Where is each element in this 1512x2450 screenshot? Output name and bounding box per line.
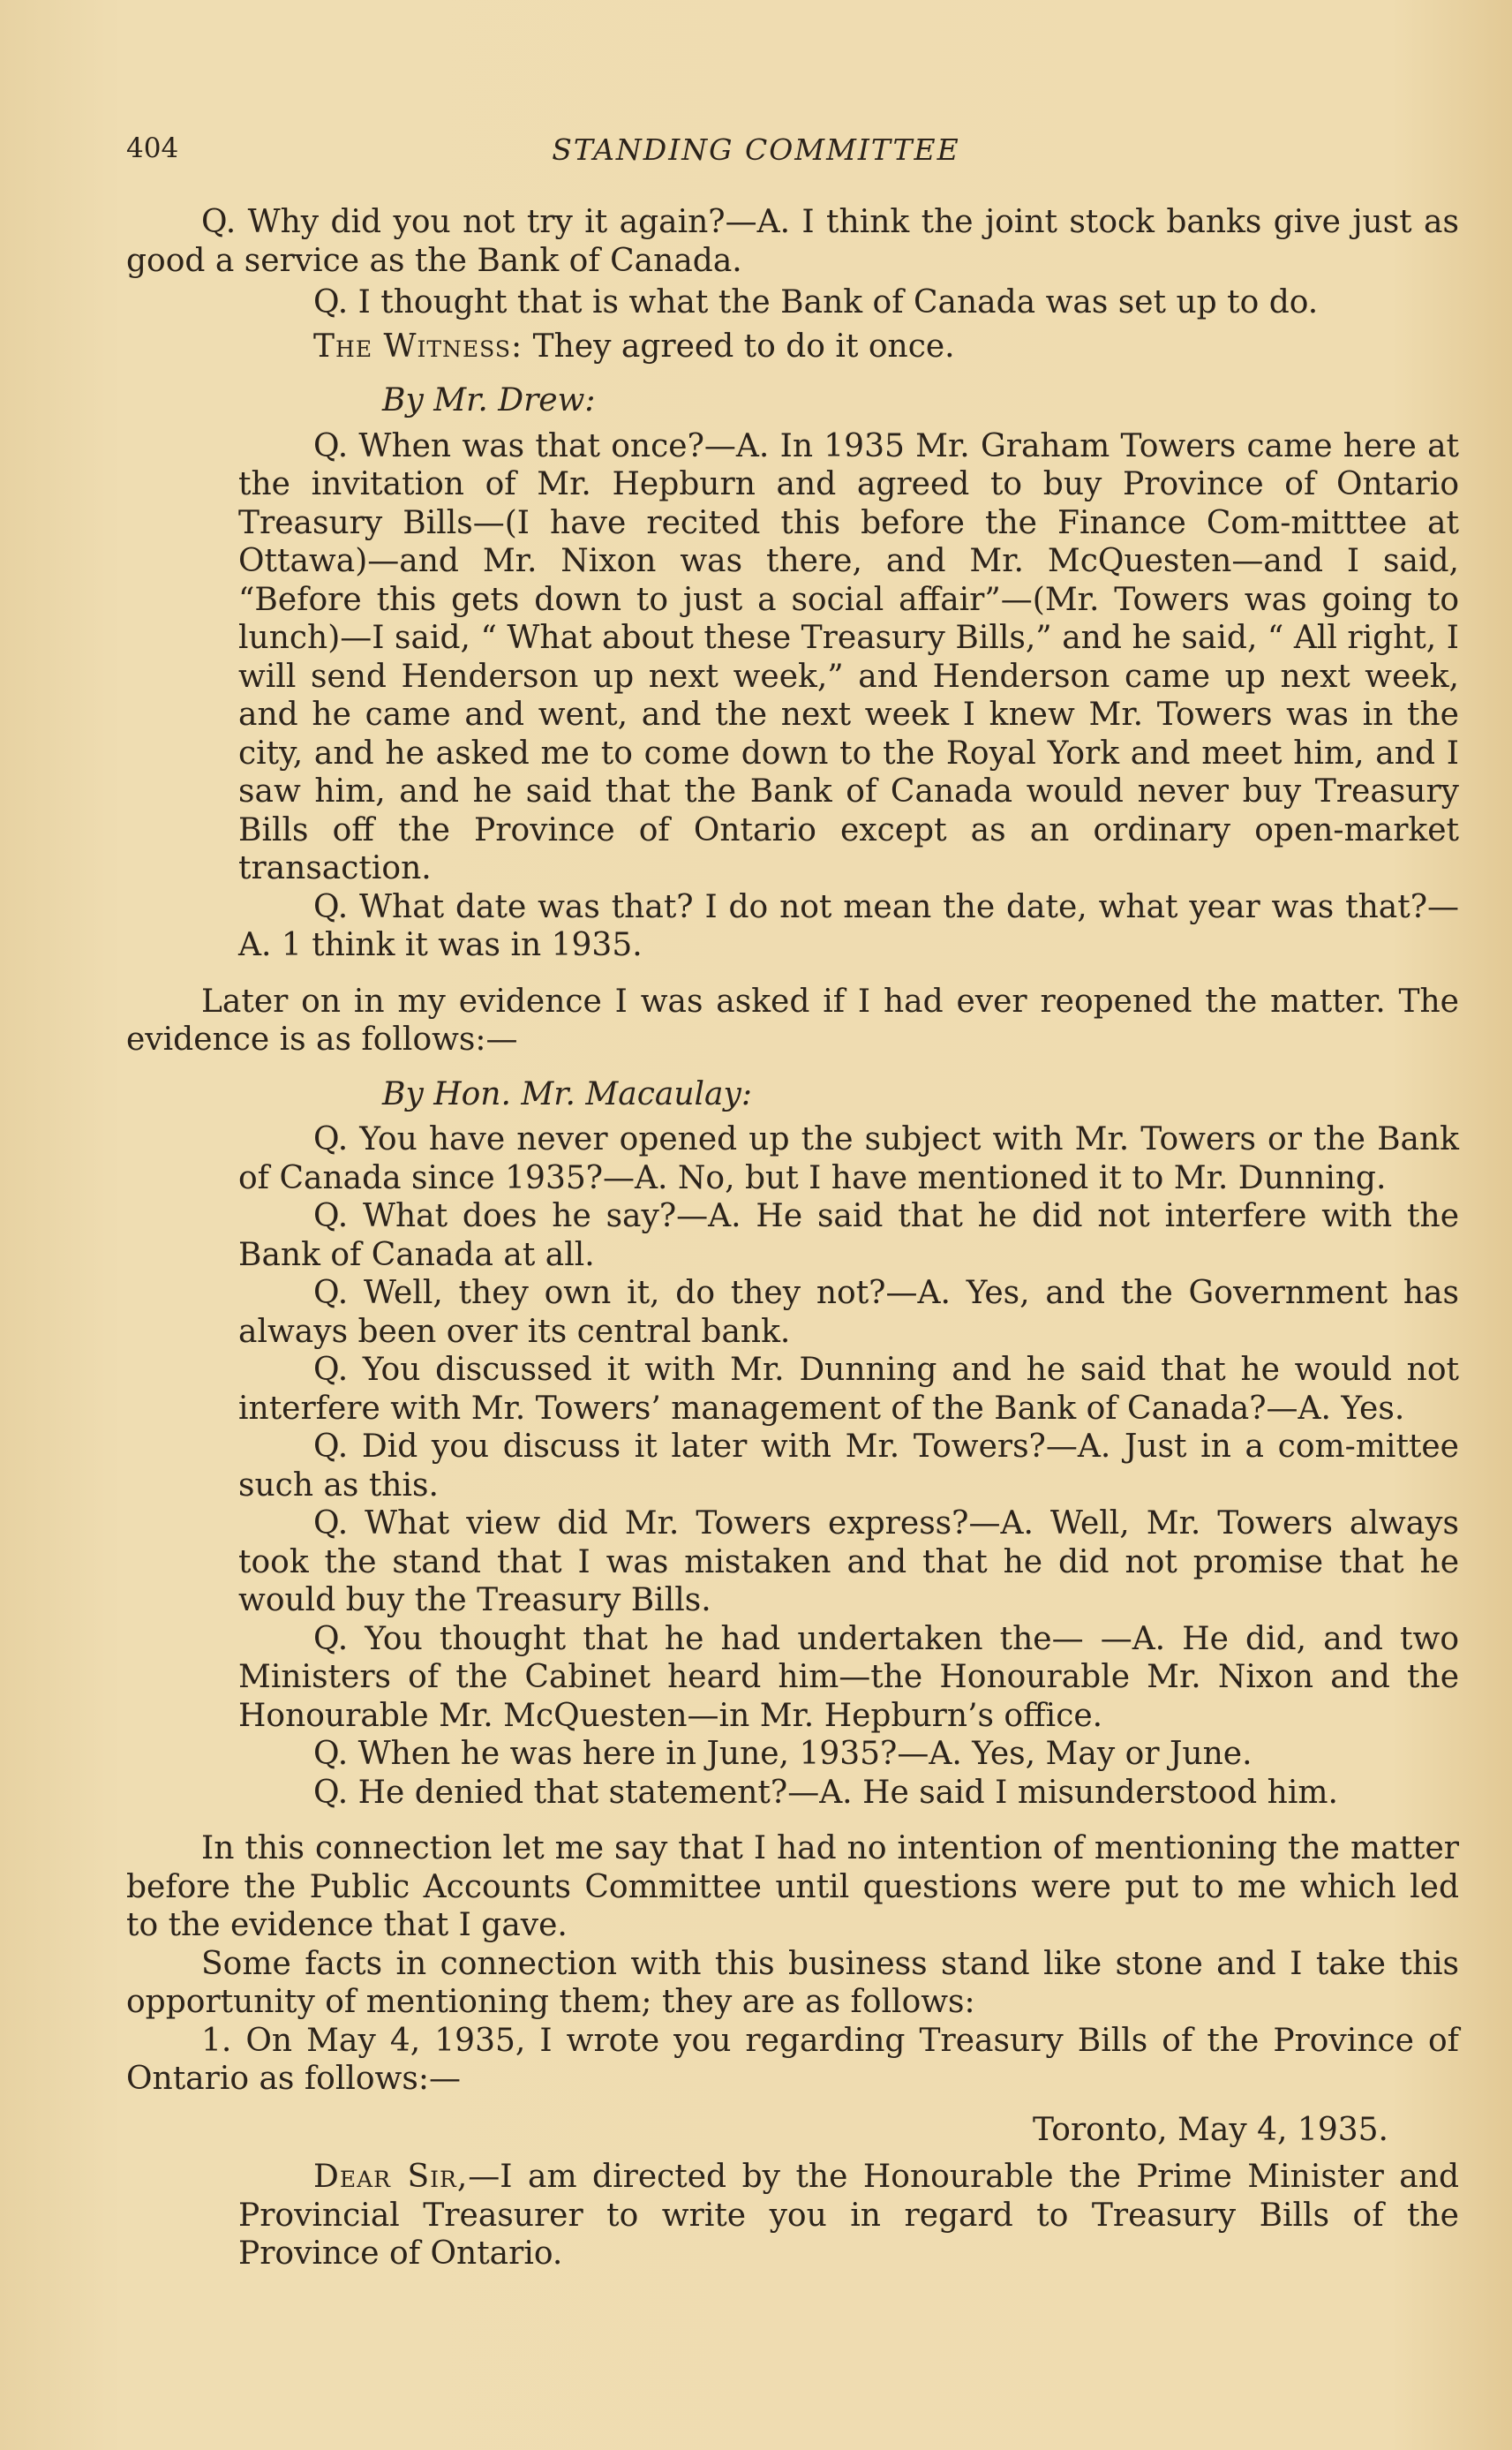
examiner-heading: By Hon. Mr. Macaulay: <box>382 1075 752 1112</box>
witness-label: The Witness: <box>313 328 523 365</box>
narrative-paragraph: Later on in my evidence I was asked if I had ever reopened the matter. The evidence is as follows:— <box>126 983 1459 1058</box>
question-paragraph: Q. He denied that statement?—A. He said I misunderstood him. <box>313 1774 1338 1811</box>
question-paragraph: Q. Why did you not try it again?—A. I think the joint stock banks give just as good a service as the Bank of Canada. <box>126 204 1459 279</box>
letter-date: Toronto, May 4, 1935. <box>1033 2111 1388 2148</box>
question-paragraph: Q. What does he say?—A. He said that he did not interfere with the Bank of Canada at all. <box>238 1198 1459 1273</box>
question-paragraph: Q. When was that once?—A. In 1935 Mr. Graham Towers came here at the invitation of Mr. Hepburn and agreed to buy Province of Ontario Treasury Bills—(I have recited this before the Finance Com-mitttee at Ottawa)—and Mr. Nixon was there, and Mr. McQuesten—and I said, “Before this gets down to just a social affair”—(Mr. Towers was going to lunch)—I said, “ What about these Treasury Bills,” and he said, “ All right, I will send Henderson up next week,” and Henderson came up next week, and he came and went, and the next week I knew Mr. Towers was in the city, and he asked me to come down to the Royal York and meet him, and I saw him, and he said that the Bank of Canada would never buy Treasury Bills off the Province of Ontario except as an ordinary open-market transaction. <box>238 427 1459 886</box>
salutation-label: Dear Sir, <box>313 2159 469 2195</box>
narrative-paragraph: Some facts in connection with this business stand like stone and I take this opportunity of mentioning them; they are as follows: <box>126 1945 1459 2020</box>
question-paragraph: Q. Did you discuss it later with Mr. Towers?—A. Just in a com-mittee such as this. <box>238 1429 1459 1504</box>
witness-text: They agreed to do it once. <box>523 328 955 365</box>
question-paragraph: Q. You thought that he had undertaken the— —A. He did, and two Ministers of the Cabinet heard him—the Honourable Mr. Nixon and the Honourable Mr. McQuesten—in Mr. Hepburn’s office. <box>238 1620 1459 1734</box>
letter-salutation <box>126 2158 1459 2273</box>
witness-paragraph <box>126 328 1459 366</box>
page-header <box>0 132 1512 177</box>
question-paragraph: Q. I thought that is what the Bank of Canada was set up to do. <box>313 284 1319 320</box>
question-paragraph: Q. What view did Mr. Towers express?—A. Well, Mr. Towers always took the stand that I was mistaken and that he did not promise that he would buy the Treasury Bills. <box>238 1505 1459 1618</box>
narrative-paragraph: 1. On May 4, 1935, I wrote you regarding Treasury Bills of the Province of Ontario as follows:— <box>126 2022 1459 2097</box>
running-head: STANDING COMMITTEE <box>552 132 960 167</box>
spacer <box>126 1812 1459 1829</box>
question-paragraph: Q. What date was that? I do not mean the date, what year was that?—A. 1 think it was in 1935. <box>238 888 1459 963</box>
question-paragraph: Q. Well, they own it, do they not?—A. Yes, and the Government has always been over its central bank. <box>238 1275 1459 1350</box>
question-paragraph: Q. When he was here in June, 1935?—A. Yes, May or June. <box>313 1736 1252 1772</box>
narrative-paragraph: In this connection let me say that I had no intention of mentioning the matter before the Public Accounts Committee until questions were put to me which led to the evidence that I gave. <box>126 1830 1459 1943</box>
spacer <box>126 965 1459 983</box>
salutation-text: —I am directed by the Honourable the Prime Minister and Provincial Treasurer to write you in regard to Treasury Bills of the Province of Ontario. <box>238 2159 1459 2272</box>
question-paragraph: Q. You have never opened up the subject with Mr. Towers or the Bank of Canada since 1935?—A. No, but I have mentioned it to Mr. Dunning. <box>238 1121 1459 1196</box>
page-number: 404 <box>126 132 179 164</box>
examiner-heading: By Mr. Drew: <box>382 382 596 418</box>
page-body <box>126 203 1459 2273</box>
question-paragraph: Q. You discussed it with Mr. Dunning and he said that he would not interfere with Mr. Towers’ management of the Bank of Canada?—A. Yes. <box>238 1352 1459 1427</box>
